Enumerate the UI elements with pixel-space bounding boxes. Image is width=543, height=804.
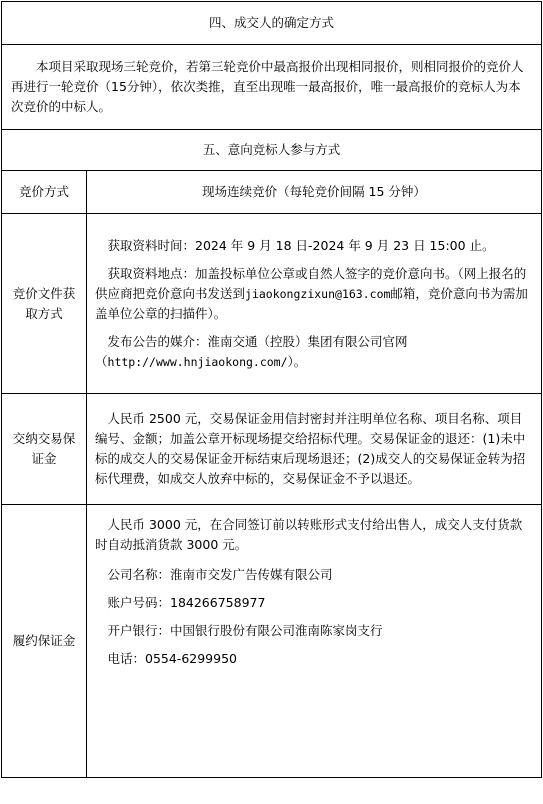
bid-method-value: 现场连续竞价（每轮竞价间隔 15 分钟） [87, 171, 542, 214]
performance-company: 公司名称：淮南市交发广告传媒有限公司 [107, 567, 333, 582]
doc-place-text [95, 264, 533, 324]
section-five-title: 五、意向竞标人参与方式 [2, 130, 542, 171]
section-four-title: 四、成交人的确定方式 [2, 2, 542, 45]
bid-docs-row [2, 214, 542, 394]
performance-bank: 开户银行：中国银行股份有限公司淮南陈家岗支行 [107, 623, 383, 638]
section-five-header-row [2, 130, 542, 171]
bid-docs-content [87, 236, 541, 372]
deposit-text: 人民币 2500 元，交易保证金用信封密封并注明单位名称、项目名称、项目编号、金额；加盖公章开标现场提交给招标代理。交易保证金的退还：(1)未中标的成交人的交易保证金开标结束后现场退还；(2)成交人的交易保证金转为招标代理费，如成交人放弃中标的，交易保证金不予以退还。 [95, 411, 526, 486]
deposit-row [2, 394, 542, 505]
doc-media-link[interactable]: http://www.hnjiaokong.com/ [107, 354, 288, 369]
performance-label: 履约保证金 [2, 505, 87, 778]
performance-row [2, 505, 542, 778]
winner-determination-text: 本项目采取现场三轮竞价，若第三轮竞价中最高报价出现相同报价，则相同报价的竞价人再进行一轮竞价（15分钟），依次类推，直至出现唯一最高报价，唯一最高报价的竞标人为本次竞价的中标人。 [11, 59, 524, 114]
bid-method-label: 竞价方式 [2, 171, 87, 214]
doc-time-text: 获取资料时间：2024 年 9 月 18 日-2024 年 9 月 23 日 15:00 止。 [107, 237, 495, 253]
doc-media-pre: 发布公告的媒介：淮南交通（控股）集团有限公司官网（ [95, 333, 408, 369]
deposit-label: 交纳交易保证金 [2, 394, 87, 505]
performance-account: 账户号码：184266758977 [107, 595, 266, 610]
performance-text: 人民币 3000 元，在合同签订前以转账形式支付给出售人，成交人支付货款时自动抵消货款 3000 元。 [95, 517, 523, 552]
doc-place-pre: 获取资料地点：加盖投标单位公章或自然人签字的竞价意向书。（网上报名的供应商把竞价意向书发送到 [95, 265, 527, 301]
doc-media-text [95, 332, 533, 372]
doc-place-post: 邮箱，竞价意向书为需加盖单位公章的扫描件）。 [95, 285, 528, 321]
performance-phone: 电话：0554-6299950 [107, 651, 237, 666]
bid-method-row [2, 171, 542, 214]
bid-docs-label: 竞价文件获取方式 [2, 214, 87, 394]
section-four-header-row [2, 2, 542, 45]
section-four-body-row [2, 45, 542, 130]
bid-document [1, 1, 542, 802]
doc-email-link[interactable]: jiaokongzixun@163.com [245, 286, 391, 301]
doc-media-post: ）。 [287, 353, 307, 369]
bid-info-table [1, 1, 542, 778]
